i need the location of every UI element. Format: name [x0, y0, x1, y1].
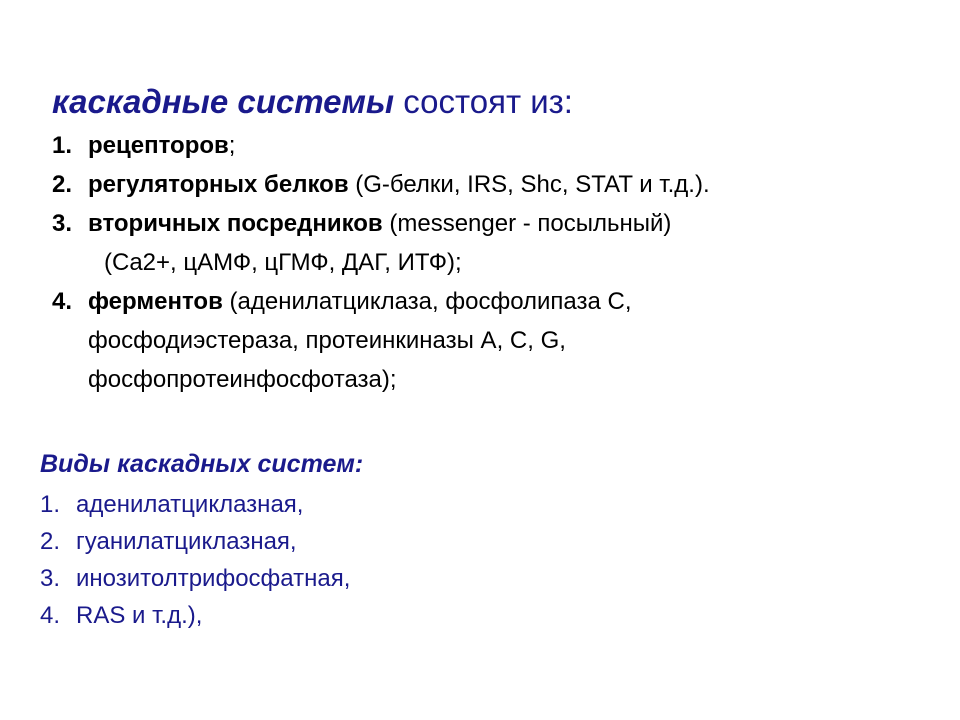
type-text: аденилатциклазная, — [76, 491, 304, 518]
cascade-heading-rest: состоят из: — [403, 83, 573, 120]
item-detail: (messenger - посыльный) — [382, 210, 672, 237]
item-detail: (аденилатциклаза, фосфолипаза С, — [222, 288, 632, 315]
type-number: 3. — [40, 565, 61, 592]
item-term: регуляторных белков — [88, 171, 349, 198]
type-list-item — [40, 523, 920, 560]
cascade-heading — [52, 78, 932, 126]
item-continuation: фосфопротеинфосфотаза); — [88, 366, 397, 393]
type-number: 1. — [40, 491, 61, 518]
item-term: ферментов — [88, 288, 223, 315]
type-list-item — [40, 597, 920, 634]
item-number: 4. — [52, 288, 73, 315]
item-continuation: (Ca2+, цАМФ, цГМФ, ДАГ, ИТФ); — [104, 249, 462, 276]
type-text: инозитолтрифосфатная, — [76, 565, 351, 592]
component-item — [52, 165, 932, 204]
item-continuation: фосфодиэстераза, протеинкиназы А, С, G, — [88, 327, 566, 354]
type-number: 2. — [40, 528, 61, 555]
item-term: вторичных посредников — [88, 210, 383, 237]
component-item — [52, 282, 932, 321]
item-detail: (G-белки, IRS, Shc, STAT и т.д.). — [348, 171, 710, 198]
type-list-item — [40, 486, 920, 523]
type-number: 4. — [40, 602, 61, 629]
item-number: 1. — [52, 132, 73, 159]
item-term: рецепторов — [88, 132, 229, 159]
type-text: гуанилатциклазная, — [76, 528, 297, 555]
type-list-item — [40, 560, 920, 597]
type-text: RAS и т.д.), — [76, 602, 203, 629]
item-detail: ; — [228, 132, 236, 159]
component-item — [52, 126, 932, 165]
cascade-types-heading: Виды каскадных систем: — [40, 450, 364, 478]
cascade-components-block — [52, 78, 932, 399]
cascade-types-block — [40, 442, 920, 634]
item-number: 3. — [52, 210, 73, 237]
cascade-heading-accent: каскадные системы — [52, 83, 395, 120]
item-number: 2. — [52, 171, 73, 198]
component-item — [52, 204, 932, 243]
